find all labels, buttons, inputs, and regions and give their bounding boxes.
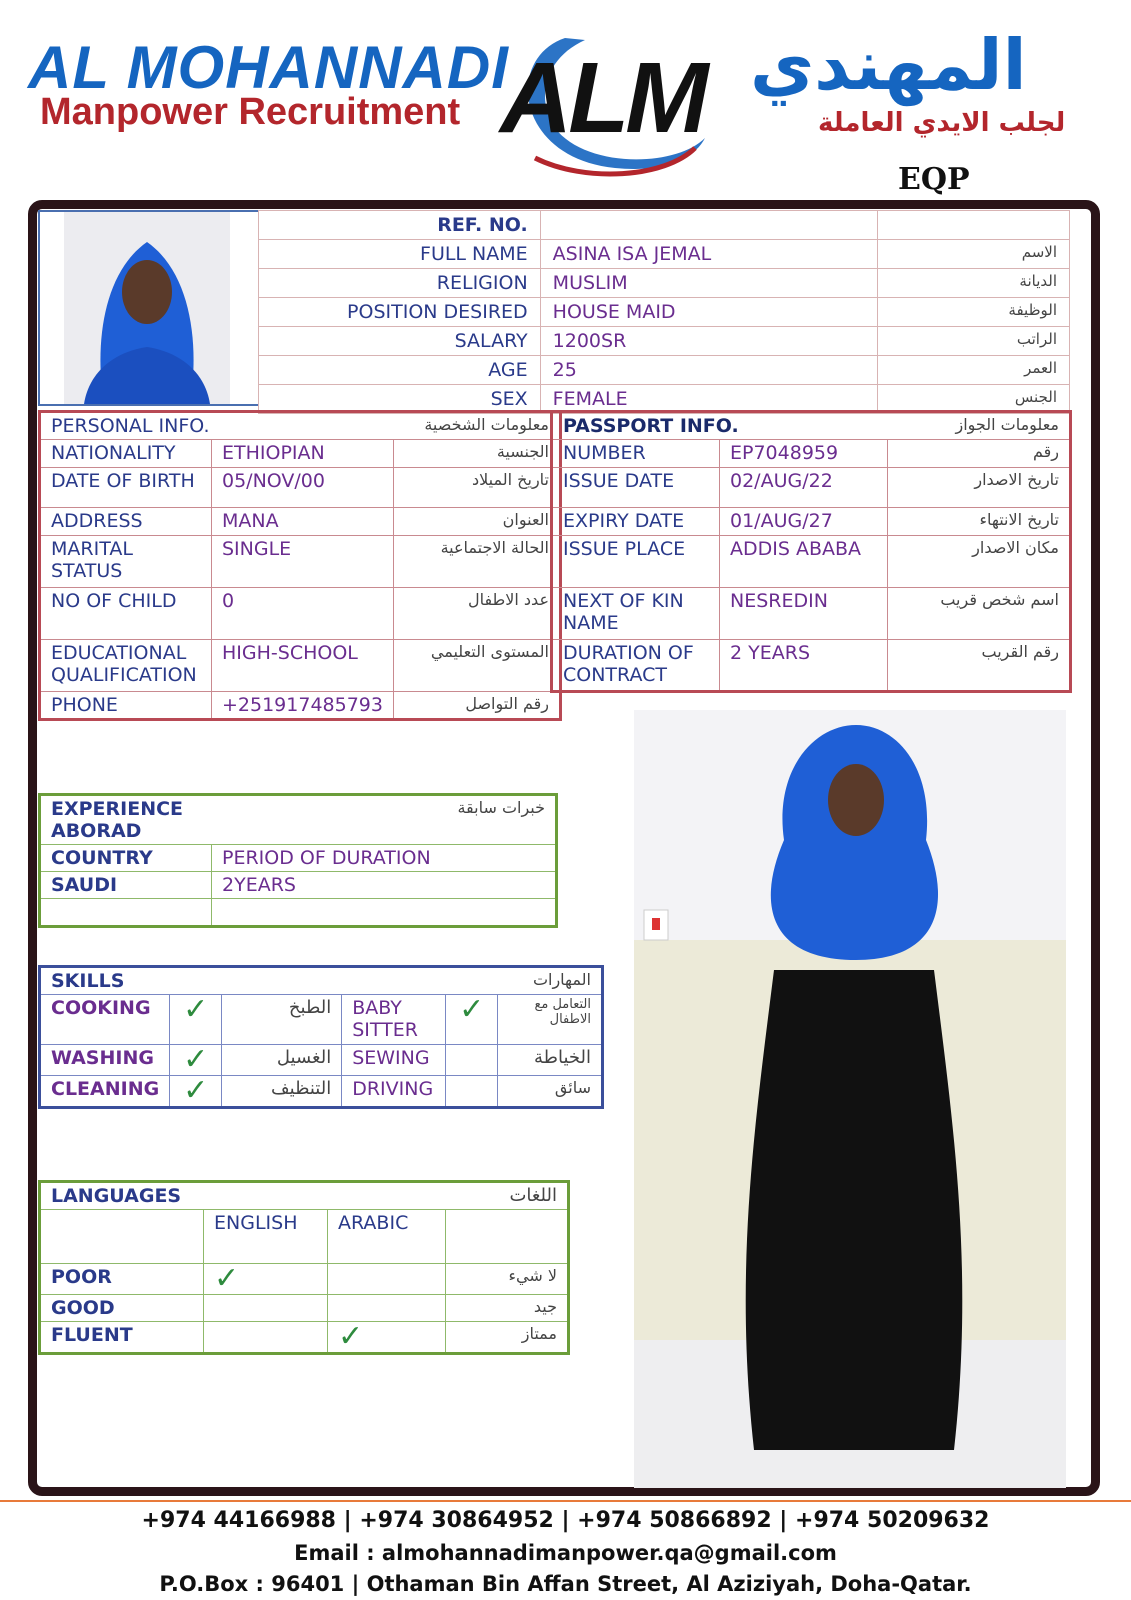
check-icon: ✓ <box>214 1261 240 1296</box>
empty-cell <box>212 899 557 927</box>
field-value: 25 <box>540 356 878 385</box>
lang-col-arabic: ARABIC <box>328 1210 446 1264</box>
skill-sewing: SEWING <box>342 1045 446 1076</box>
field-label: DURATION OF CONTRACT <box>552 640 720 692</box>
skill-baby-sitter-ar: التعامل مع الاطفال <box>498 995 603 1045</box>
field-label-ar: الديانة <box>878 269 1070 298</box>
skill-washing-ar: الغسيل <box>222 1045 342 1076</box>
table-row <box>40 440 561 468</box>
field-label: SEX <box>259 385 541 414</box>
section-header-row <box>40 412 561 440</box>
passport-info-table <box>550 410 1072 693</box>
field-value: 1200SR <box>540 327 878 356</box>
footer-email: Email : almohannadimanpower.qa@gmail.com <box>294 1541 837 1565</box>
field-label-ar: تاريخ الاصدار <box>888 468 1071 508</box>
field-value: EP7048959 <box>720 440 888 468</box>
table-row <box>40 1076 603 1108</box>
table-row <box>259 240 1070 269</box>
section-header-row <box>40 1182 569 1210</box>
table-row <box>40 536 561 588</box>
field-label-ar: تاريخ الميلاد <box>393 468 560 508</box>
field-label: RELIGION <box>259 269 541 298</box>
field-label: PHONE <box>40 692 212 720</box>
field-value: ASINA ISA JEMAL <box>540 240 878 269</box>
skills-table <box>38 965 604 1109</box>
skills-title-ar: المهارات <box>342 967 603 995</box>
empty-cell <box>204 1322 328 1354</box>
skills-title: SKILLS <box>40 967 342 995</box>
skill-cooking-ar: الطبخ <box>222 995 342 1045</box>
full-body-photo <box>634 710 1066 1488</box>
experience-period: 2YEARS <box>212 872 557 899</box>
check-cell <box>204 1261 328 1296</box>
ref-no-value <box>540 211 878 240</box>
check-icon: ✓ <box>338 1319 364 1354</box>
skill-cleaning-ar: التنظيف <box>222 1076 342 1108</box>
table-row <box>552 640 1071 692</box>
field-label-ar: اسم شخص قريب <box>888 588 1071 640</box>
field-label: DATE OF BIRTH <box>40 468 212 508</box>
period-header: PERIOD OF DURATION <box>212 845 557 872</box>
table-row <box>40 508 561 536</box>
lang-level-fluent-ar: ممتاز <box>446 1322 569 1354</box>
skill-driving-ar: سائق <box>498 1076 603 1108</box>
brand-subtitle: Manpower Recruitment <box>40 91 461 133</box>
document-code: EQP <box>898 162 970 197</box>
lang-level-good: GOOD <box>40 1295 204 1322</box>
field-label-ar: الراتب <box>878 327 1070 356</box>
check-cell <box>446 992 498 1045</box>
field-label: NO OF CHILD <box>40 588 212 640</box>
skill-sewing-ar: الخياطة <box>498 1045 603 1076</box>
portrait-photo <box>64 212 230 404</box>
table-row <box>259 327 1070 356</box>
skill-cooking: COOKING <box>40 995 170 1045</box>
brand-name: AL MOHANNADI <box>28 34 509 101</box>
skill-washing: WASHING <box>40 1045 170 1076</box>
table-row <box>40 1045 603 1076</box>
lang-level-good-ar: جيد <box>446 1295 569 1322</box>
field-value: ETHIOPIAN <box>212 440 394 468</box>
field-label: FULL NAME <box>259 240 541 269</box>
section-header-row <box>40 967 603 995</box>
table-row <box>40 995 603 1045</box>
languages-title: LANGUAGES <box>40 1182 446 1210</box>
field-value: HIGH-SCHOOL <box>212 640 394 692</box>
skill-baby-sitter: BABY SITTER <box>342 995 446 1045</box>
portrait-image-icon <box>64 212 230 404</box>
check-icon: ✓ <box>459 992 485 1027</box>
table-row <box>40 1210 569 1264</box>
field-label: POSITION DESIRED <box>259 298 541 327</box>
table-row <box>40 468 561 508</box>
field-label-ar: العمر <box>878 356 1070 385</box>
lang-col-english: ENGLISH <box>204 1210 328 1264</box>
table-row <box>259 298 1070 327</box>
field-label-ar: تاريخ الانتهاء <box>888 508 1071 536</box>
field-label-ar: العنوان <box>393 508 560 536</box>
field-label-ar: رقم التواصل <box>393 692 560 720</box>
footer-divider <box>0 1500 1131 1502</box>
table-row <box>259 356 1070 385</box>
personal-info-title: PERSONAL INFO. <box>40 412 394 440</box>
field-value: ADDIS ABABA <box>720 536 888 588</box>
table-row <box>552 588 1071 640</box>
full-body-image-icon <box>634 710 1066 1488</box>
field-label-ar: المستوى التعليمي <box>393 640 560 692</box>
table-row <box>552 536 1071 588</box>
check-cell <box>328 1319 446 1354</box>
table-row <box>552 440 1071 468</box>
profile-table <box>258 210 1070 414</box>
field-value: 01/AUG/27 <box>720 508 888 536</box>
field-label-ar: الحالة الاجتماعية <box>393 536 560 588</box>
field-value: 0 <box>212 588 394 640</box>
field-label: SALARY <box>259 327 541 356</box>
footer-phones: +974 44166988 | +974 30864952 | +974 50866892 | +974 50209632 <box>141 1508 990 1533</box>
field-label-ar: مكان الاصدار <box>888 536 1071 588</box>
field-label: NEXT OF KIN NAME <box>552 588 720 640</box>
check-cell <box>170 992 222 1045</box>
field-value: HOUSE MAID <box>540 298 878 327</box>
empty-cell <box>446 1076 498 1108</box>
check-icon: ✓ <box>183 1073 209 1108</box>
field-label-ar: رقم القريب <box>888 640 1071 692</box>
field-label-ar: الوظيفة <box>878 298 1070 327</box>
field-label: EXPIRY DATE <box>552 508 720 536</box>
table-row <box>40 692 561 720</box>
experience-country: SAUDI <box>40 872 212 899</box>
check-icon: ✓ <box>183 992 209 1027</box>
experience-title-ar: خبرات سابقة <box>212 795 557 845</box>
field-value: SINGLE <box>212 536 394 588</box>
field-label-ar: الجنسية <box>393 440 560 468</box>
brand-name-arabic: المهندي <box>750 24 1027 106</box>
section-header-row <box>552 412 1071 440</box>
skill-cleaning: CLEANING <box>40 1076 170 1108</box>
languages-table <box>38 1180 570 1355</box>
table-row <box>40 872 557 899</box>
brand-subtitle-arabic: لجلب الايدي العاملة <box>818 108 1066 138</box>
languages-title-ar: اللغات <box>446 1182 569 1210</box>
field-label: NATIONALITY <box>40 440 212 468</box>
table-row <box>40 1295 569 1322</box>
field-value: 05/NOV/00 <box>212 468 394 508</box>
check-cell <box>170 1042 222 1077</box>
field-value: MUSLIM <box>540 269 878 298</box>
empty-cell <box>204 1295 328 1322</box>
field-label-ar: الاسم <box>878 240 1070 269</box>
empty-cell <box>40 899 212 927</box>
ref-no-label: REF. NO. <box>259 211 541 240</box>
table-row <box>40 1264 569 1295</box>
table-row <box>259 269 1070 298</box>
personal-info-table <box>38 410 562 721</box>
field-label-ar: عدد الاطفال <box>393 588 560 640</box>
check-icon: ✓ <box>183 1042 209 1077</box>
empty-cell <box>40 1210 204 1264</box>
experience-table <box>38 793 558 928</box>
check-cell <box>170 1073 222 1108</box>
country-header: COUNTRY <box>40 845 212 872</box>
field-value: FEMALE <box>540 385 878 414</box>
skill-driving: DRIVING <box>342 1076 446 1108</box>
ref-no-ar <box>878 211 1070 240</box>
lang-level-fluent: FLUENT <box>40 1322 204 1354</box>
table-row <box>40 640 561 692</box>
field-label: AGE <box>259 356 541 385</box>
passport-info-title: PASSPORT INFO. <box>552 412 888 440</box>
empty-cell <box>328 1295 446 1322</box>
alm-logo <box>495 18 735 178</box>
empty-cell <box>446 1045 498 1076</box>
field-label: ISSUE DATE <box>552 468 720 508</box>
field-value: 2 YEARS <box>720 640 888 692</box>
lang-level-poor: POOR <box>40 1264 204 1295</box>
experience-title: EXPERIENCE ABORAD <box>40 795 212 845</box>
table-row <box>40 899 557 927</box>
empty-cell <box>446 1210 569 1264</box>
field-value: NESREDIN <box>720 588 888 640</box>
field-label: EDUCATIONAL QUALIFICATION <box>40 640 212 692</box>
field-label-ar: الجنس <box>878 385 1070 414</box>
field-label: NUMBER <box>552 440 720 468</box>
lang-level-poor-ar: لا شيء <box>446 1264 569 1295</box>
section-header-row <box>40 795 557 845</box>
table-row <box>40 1322 569 1354</box>
field-label: ADDRESS <box>40 508 212 536</box>
empty-cell <box>328 1264 446 1295</box>
table-row <box>552 468 1071 508</box>
field-label-ar: رقم <box>888 440 1071 468</box>
logo-text: ALM <box>500 42 705 154</box>
table-row <box>40 588 561 640</box>
table-row <box>552 508 1071 536</box>
field-label: ISSUE PLACE <box>552 536 720 588</box>
table-row <box>259 211 1070 240</box>
passport-info-title-ar: معلومات الجواز <box>888 412 1071 440</box>
table-row <box>40 845 557 872</box>
field-value: +251917485793 <box>212 692 394 720</box>
footer-address: P.O.Box : 96401 | Othaman Bin Affan Street, Al Aziziyah, Doha-Qatar. <box>159 1572 972 1596</box>
field-label: MARITAL STATUS <box>40 536 212 588</box>
field-value: 02/AUG/22 <box>720 468 888 508</box>
field-value: MANA <box>212 508 394 536</box>
personal-info-title-ar: معلومات الشخصية <box>393 412 560 440</box>
